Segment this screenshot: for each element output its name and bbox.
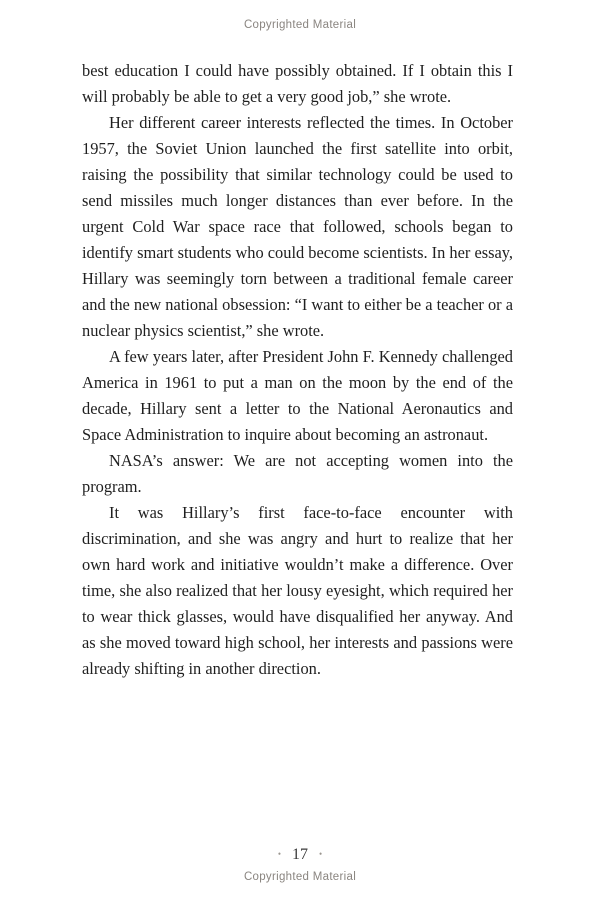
page-number-ornament-left: • <box>277 849 281 859</box>
copyright-notice-bottom: Copyrighted Material <box>243 871 357 883</box>
page-body <box>82 58 513 682</box>
paragraph: Her different career interests reflected the times. In October 1957, the Soviet Union launched the first satellite into orbit, raising the possibility that similar technology could be used to send missiles much longer distances than ever before. In the urgent Cold War space race that followed, schools began to identify smart students who could become scientists. In her essay, Hillary was seemingly torn between a traditional female career and the new national obsession: “I want to either be a teacher or a nuclear physics scientist,” she wrote. <box>82 113 513 340</box>
paragraph: NASA’s answer: We are not accepting women into the program. <box>82 451 513 496</box>
page-number-line <box>0 846 600 864</box>
paragraph: best education I could have possibly obtained. If I obtain this I will probably be able to get a very good job,” she wrote. <box>82 61 513 106</box>
paragraph: A few years later, after President John F. Kennedy challenged America in 1961 to put a man on the moon by the end of the decade, Hillary sent a letter to the National Aeronautics and Space Administration to inquire about becoming an astronaut. <box>82 347 513 444</box>
copyright-notice-top: Copyrighted Material <box>243 19 357 31</box>
paragraph: It was Hillary’s first face-to-face encounter with discrimination, and she was angry and hurt to realize that her own hard work and initiative wouldn’t make a difference. Over time, she also realized that her lousy eyesight, which required her to wear thick glasses, would have disqualified her anyway. And as she moved toward high school, her interests and passions were already shifting in another direction. <box>82 503 513 678</box>
page-number: 17 <box>292 846 308 863</box>
page-number-ornament-right: • <box>319 849 323 859</box>
